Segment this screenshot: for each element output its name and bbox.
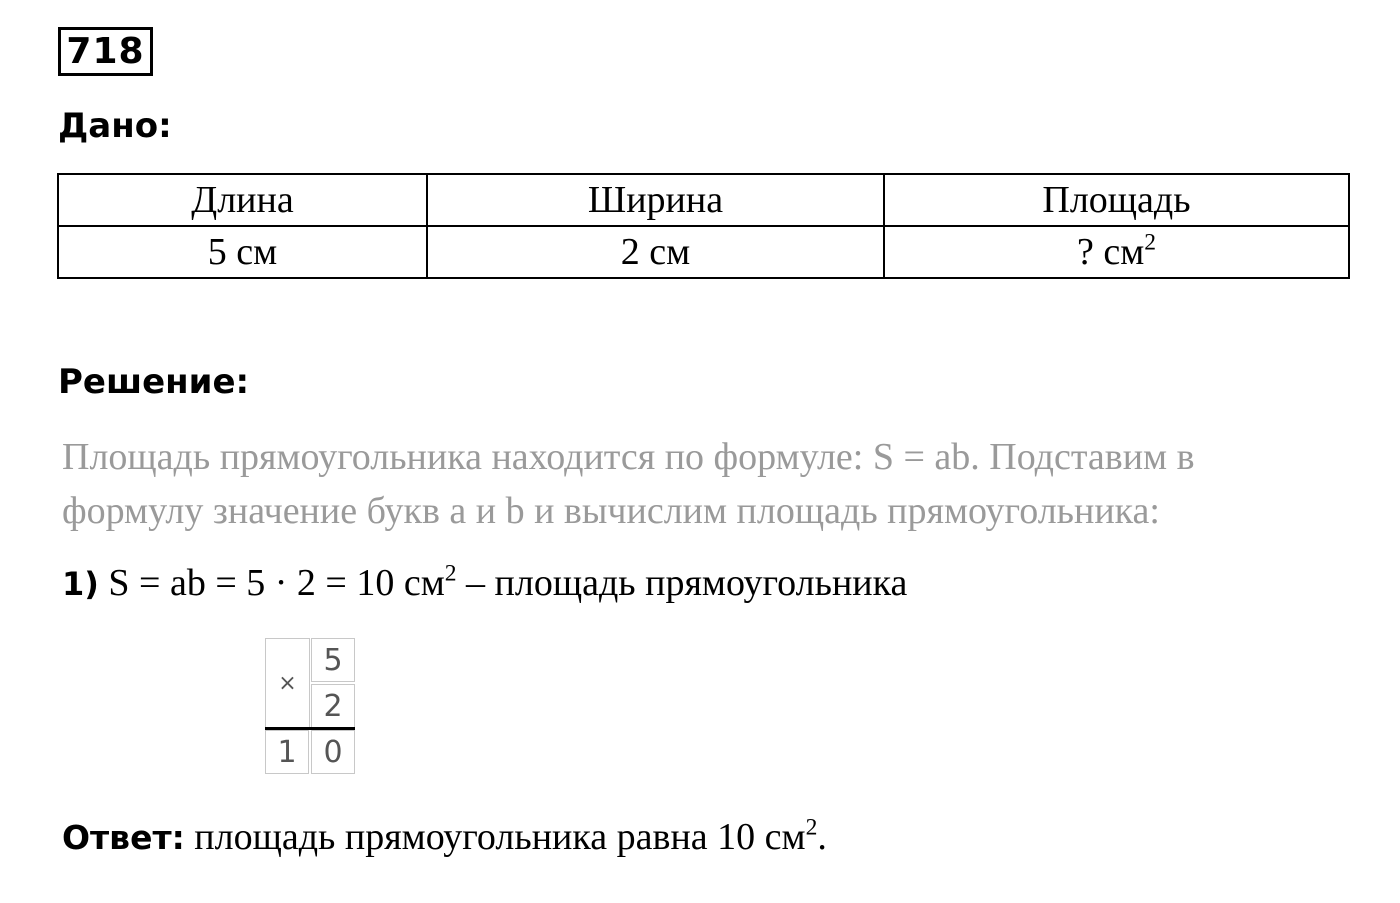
answer-label: Ответ:: [62, 818, 185, 857]
answer-text: площадь прямоугольника равна 10 см: [184, 816, 806, 858]
solution-step-1: [62, 556, 907, 611]
given-table: [57, 173, 1350, 279]
step-number: 1): [62, 565, 99, 603]
step-description: – площадь прямоугольника: [456, 562, 908, 604]
problem-number: 718: [58, 27, 153, 76]
result-digit-units: 0: [311, 730, 355, 774]
value-area: [884, 226, 1349, 278]
step-formula: S = ab = 5 · 2 = 10 см: [98, 562, 445, 604]
header-length: Длина: [58, 174, 427, 226]
value-width: 2 см: [427, 226, 884, 278]
multiply-sign-icon: ×: [265, 638, 310, 728]
value-area-text: ? см: [1076, 231, 1145, 273]
column-multiplication: [265, 638, 355, 774]
step-formula-power: 2: [444, 560, 457, 587]
solution-heading: Решение:: [58, 362, 250, 402]
table-value-row: [58, 226, 1349, 278]
table-header-row: [58, 174, 1349, 226]
result-digit-tens: 1: [265, 730, 309, 774]
explanation-line-2: формулу значение букв a и b и вычислим площадь прямоугольника:: [62, 490, 1160, 532]
multiplicand-digit: 5: [311, 638, 355, 682]
multiplier-digit: 2: [311, 684, 355, 728]
explanation-line-1: Площадь прямоугольника находится по формуле: S = ab. Подставим в: [62, 436, 1195, 478]
answer-power: 2: [805, 814, 818, 841]
value-length: 5 см: [58, 226, 427, 278]
answer: [62, 810, 827, 865]
answer-end: .: [817, 816, 827, 858]
value-area-power: 2: [1144, 229, 1157, 256]
header-width: Ширина: [427, 174, 884, 226]
solution-explanation: [62, 430, 1372, 538]
given-heading: Дано:: [58, 106, 172, 146]
header-area: Площадь: [884, 174, 1349, 226]
